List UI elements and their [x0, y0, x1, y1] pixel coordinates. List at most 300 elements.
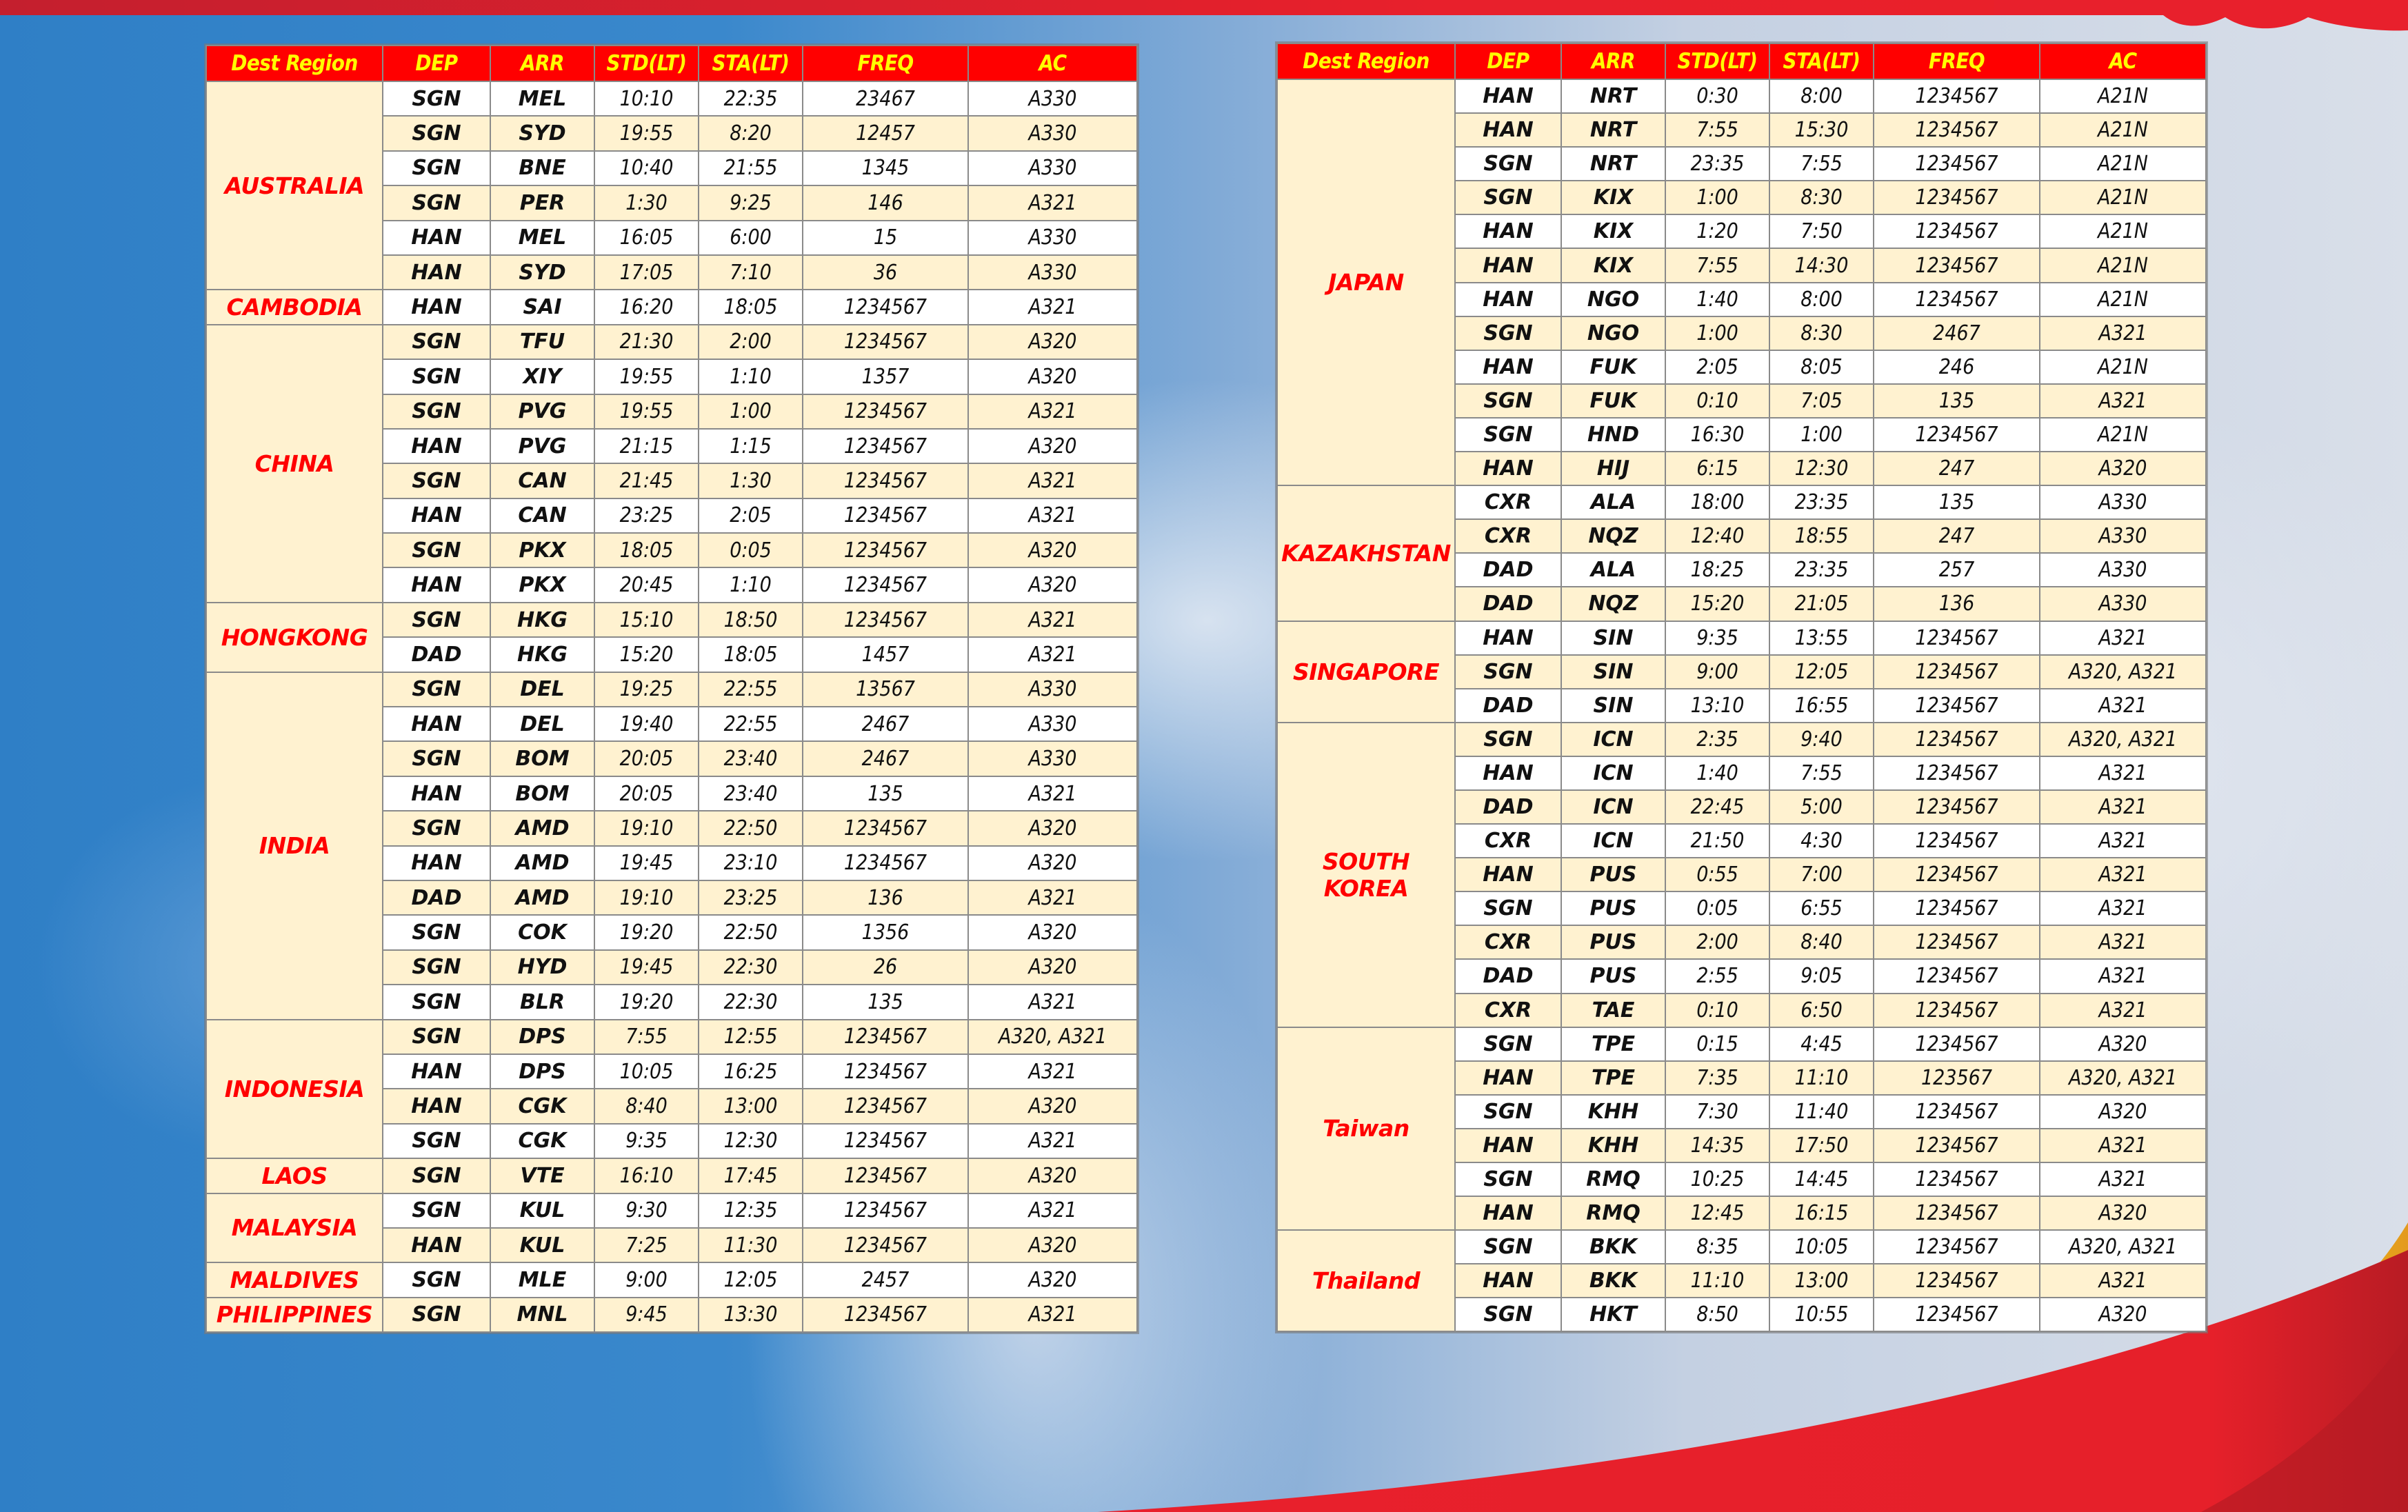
- ac-cell: A320: [2040, 1196, 2206, 1230]
- ac-cell: A330: [968, 81, 1137, 116]
- sta-cell: 9:05: [1769, 959, 1874, 993]
- arr-cell: KUL: [490, 1193, 594, 1228]
- freq-cell: 1234567: [803, 811, 968, 845]
- ac-cell: A21N: [2040, 283, 2206, 316]
- sta-cell: 14:45: [1769, 1162, 1874, 1196]
- dep-cell: SGN: [1455, 891, 1561, 925]
- freq-cell: 2467: [1874, 316, 2040, 350]
- table-row: [1277, 1027, 2206, 1061]
- region-cell: CAMBODIA: [206, 290, 383, 324]
- arr-cell: SIN: [1561, 655, 1665, 689]
- ac-cell: A321: [2040, 756, 2206, 790]
- freq-cell: 1234567: [803, 603, 968, 637]
- dep-cell: SGN: [383, 116, 490, 150]
- dep-cell: SGN: [383, 533, 490, 567]
- freq-cell: 1234567: [803, 1298, 968, 1332]
- ac-cell: A320: [968, 567, 1137, 602]
- freq-cell: 135: [1874, 485, 2040, 519]
- arr-cell: BOM: [490, 741, 594, 776]
- arr-cell: KIX: [1561, 214, 1665, 248]
- sta-cell: 18:05: [699, 290, 803, 324]
- sta-cell: 23:40: [699, 776, 803, 811]
- ac-cell: A330: [968, 707, 1137, 741]
- ac-cell: A320: [968, 1089, 1137, 1123]
- std-cell: 1:20: [1665, 214, 1769, 248]
- dep-cell: SGN: [1455, 723, 1561, 756]
- freq-cell: 1234567: [1874, 147, 2040, 181]
- arr-cell: BKK: [1561, 1264, 1665, 1298]
- dep-cell: HAN: [1455, 214, 1561, 248]
- table-row: [206, 603, 1137, 637]
- arr-cell: SIN: [1561, 621, 1665, 655]
- arr-cell: DEL: [490, 672, 594, 707]
- arr-cell: HKT: [1561, 1298, 1665, 1331]
- table-body: [206, 81, 1137, 1332]
- dep-cell: SGN: [383, 811, 490, 845]
- std-cell: 18:25: [1665, 553, 1769, 587]
- table-row: [206, 1298, 1137, 1332]
- dep-cell: HAN: [1455, 79, 1561, 113]
- ac-cell: A330: [2040, 587, 2206, 621]
- sta-cell: 8:30: [1769, 181, 1874, 214]
- freq-cell: 1234567: [803, 533, 968, 567]
- dep-cell: HAN: [383, 221, 490, 255]
- freq-cell: 1234567: [1874, 689, 2040, 723]
- arr-cell: HKG: [490, 637, 594, 672]
- std-cell: 0:55: [1665, 858, 1769, 891]
- std-cell: 20:05: [594, 741, 699, 776]
- ac-cell: A21N: [2040, 113, 2206, 147]
- std-cell: 19:40: [594, 707, 699, 741]
- dep-cell: CXR: [1455, 824, 1561, 858]
- std-cell: 0:30: [1665, 79, 1769, 113]
- ac-cell: A321: [2040, 1129, 2206, 1162]
- freq-cell: 1234567: [1874, 1230, 2040, 1264]
- sta-cell: 11:30: [699, 1228, 803, 1262]
- ac-cell: A21N: [2040, 181, 2206, 214]
- freq-cell: 1234567: [803, 1193, 968, 1228]
- dep-cell: SGN: [383, 950, 490, 985]
- ac-cell: A330: [2040, 553, 2206, 587]
- ac-cell: A321: [968, 1124, 1137, 1158]
- std-cell: 7:55: [1665, 113, 1769, 147]
- arr-cell: CAN: [490, 463, 594, 498]
- freq-cell: 12457: [803, 116, 968, 150]
- col-header-sta: STA(LT): [699, 46, 803, 81]
- freq-cell: 1234567: [1874, 1027, 2040, 1061]
- freq-cell: 1234567: [1874, 756, 2040, 790]
- arr-cell: MNL: [490, 1298, 594, 1332]
- sta-cell: 18:05: [699, 637, 803, 672]
- arr-cell: TPE: [1561, 1027, 1665, 1061]
- region-cell: LAOS: [206, 1158, 383, 1193]
- sta-cell: 23:35: [1769, 485, 1874, 519]
- sta-cell: 23:25: [699, 880, 803, 915]
- std-cell: 2:00: [1665, 925, 1769, 959]
- sta-cell: 23:35: [1769, 553, 1874, 587]
- std-cell: 19:55: [594, 394, 699, 429]
- ac-cell: A321: [968, 290, 1137, 324]
- freq-cell: 1234567: [803, 290, 968, 324]
- table-row: [1277, 79, 2206, 113]
- sta-cell: 13:00: [1769, 1264, 1874, 1298]
- dep-cell: CXR: [1455, 485, 1561, 519]
- sta-cell: 10:05: [1769, 1230, 1874, 1264]
- arr-cell: NGO: [1561, 316, 1665, 350]
- sta-cell: 1:15: [699, 429, 803, 463]
- freq-cell: 1234567: [1874, 79, 2040, 113]
- sta-cell: 21:05: [1769, 587, 1874, 621]
- sta-cell: 8:00: [1769, 79, 1874, 113]
- sta-cell: 8:05: [1769, 350, 1874, 384]
- ac-cell: A321: [968, 637, 1137, 672]
- dep-cell: HAN: [1455, 283, 1561, 316]
- arr-cell: NRT: [1561, 79, 1665, 113]
- freq-cell: 1234567: [1874, 1264, 2040, 1298]
- sta-cell: 23:40: [699, 741, 803, 776]
- arr-cell: CGK: [490, 1089, 594, 1123]
- ac-cell: A21N: [2040, 79, 2206, 113]
- table-row: [206, 325, 1137, 359]
- ac-cell: A330: [968, 255, 1137, 290]
- dep-cell: HAN: [383, 429, 490, 463]
- sta-cell: 17:45: [699, 1158, 803, 1193]
- sta-cell: 1:00: [1769, 418, 1874, 452]
- sta-cell: 7:05: [1769, 384, 1874, 418]
- std-cell: 2:55: [1665, 959, 1769, 993]
- ac-cell: A320: [968, 846, 1137, 880]
- arr-cell: BLR: [490, 985, 594, 1019]
- arr-cell: TPE: [1561, 1061, 1665, 1095]
- arr-cell: NRT: [1561, 147, 1665, 181]
- sta-cell: 8:20: [699, 116, 803, 150]
- freq-cell: 247: [1874, 452, 2040, 485]
- sta-cell: 7:55: [1769, 756, 1874, 790]
- freq-cell: 1234567: [803, 1228, 968, 1262]
- arr-cell: BKK: [1561, 1230, 1665, 1264]
- freq-cell: 1234567: [1874, 1129, 2040, 1162]
- std-cell: 21:30: [594, 325, 699, 359]
- dep-cell: HAN: [1455, 1129, 1561, 1162]
- dep-cell: SGN: [383, 463, 490, 498]
- dep-cell: SGN: [383, 394, 490, 429]
- std-cell: 12:45: [1665, 1196, 1769, 1230]
- freq-cell: 1234567: [803, 429, 968, 463]
- std-cell: 20:45: [594, 567, 699, 602]
- ac-cell: A21N: [2040, 418, 2206, 452]
- std-cell: 16:20: [594, 290, 699, 324]
- sta-cell: 12:55: [699, 1020, 803, 1054]
- dep-cell: HAN: [1455, 858, 1561, 891]
- freq-cell: 1234567: [1874, 418, 2040, 452]
- freq-cell: 123567: [1874, 1061, 2040, 1095]
- ac-cell: A321: [2040, 621, 2206, 655]
- col-header-ac: AC: [2040, 43, 2206, 79]
- std-cell: 7:25: [594, 1228, 699, 1262]
- std-cell: 21:50: [1665, 824, 1769, 858]
- std-cell: 1:00: [1665, 316, 1769, 350]
- ac-cell: A320: [968, 915, 1137, 949]
- arr-cell: DEL: [490, 707, 594, 741]
- ac-cell: A321: [968, 1193, 1137, 1228]
- arr-cell: ICN: [1561, 824, 1665, 858]
- arr-cell: COK: [490, 915, 594, 949]
- dep-cell: SGN: [1455, 1027, 1561, 1061]
- dep-cell: SGN: [1455, 1230, 1561, 1264]
- std-cell: 9:00: [1665, 655, 1769, 689]
- freq-cell: 1234567: [803, 1158, 968, 1193]
- sta-cell: 7:55: [1769, 147, 1874, 181]
- region-cell: CHINA: [206, 325, 383, 603]
- col-header-dep: DEP: [1455, 43, 1561, 79]
- freq-cell: 1234567: [803, 394, 968, 429]
- std-cell: 9:35: [1665, 621, 1769, 655]
- freq-cell: 1345: [803, 151, 968, 185]
- ac-cell: A320: [968, 950, 1137, 985]
- dep-cell: HAN: [383, 846, 490, 880]
- freq-cell: 1234567: [1874, 181, 2040, 214]
- dep-cell: SGN: [383, 1158, 490, 1193]
- col-header-freq: FREQ: [803, 46, 968, 81]
- ac-cell: A321: [2040, 925, 2206, 959]
- sta-cell: 5:00: [1769, 790, 1874, 824]
- std-cell: 22:45: [1665, 790, 1769, 824]
- std-cell: 18:05: [594, 533, 699, 567]
- arr-cell: CAN: [490, 498, 594, 533]
- table-header: [1277, 43, 2206, 79]
- dep-cell: SGN: [383, 985, 490, 1019]
- region-cell: MALAYSIA: [206, 1193, 383, 1263]
- std-cell: 1:40: [1665, 283, 1769, 316]
- arr-cell: PUS: [1561, 959, 1665, 993]
- arr-cell: AMD: [490, 811, 594, 845]
- table-row: [206, 290, 1137, 324]
- arr-cell: SYD: [490, 255, 594, 290]
- sta-cell: 9:25: [699, 185, 803, 220]
- dep-cell: HAN: [1455, 756, 1561, 790]
- sta-cell: 22:35: [699, 81, 803, 116]
- ac-cell: A321: [2040, 891, 2206, 925]
- arr-cell: KIX: [1561, 181, 1665, 214]
- std-cell: 2:05: [1665, 350, 1769, 384]
- dep-cell: HAN: [383, 1089, 490, 1123]
- arr-cell: NGO: [1561, 283, 1665, 316]
- sta-cell: 12:30: [699, 1124, 803, 1158]
- arr-cell: KUL: [490, 1228, 594, 1262]
- ac-cell: A321: [968, 498, 1137, 533]
- std-cell: 0:10: [1665, 384, 1769, 418]
- dep-cell: HAN: [383, 255, 490, 290]
- sta-cell: 7:00: [1769, 858, 1874, 891]
- arr-cell: KHH: [1561, 1129, 1665, 1162]
- arr-cell: SIN: [1561, 689, 1665, 723]
- dep-cell: DAD: [383, 637, 490, 672]
- dep-cell: DAD: [1455, 959, 1561, 993]
- freq-cell: 135: [803, 776, 968, 811]
- dep-cell: HAN: [383, 707, 490, 741]
- freq-cell: 1234567: [803, 325, 968, 359]
- table-body: [1277, 79, 2206, 1331]
- sta-cell: 13:55: [1769, 621, 1874, 655]
- arr-cell: HIJ: [1561, 452, 1665, 485]
- ac-cell: A321: [2040, 959, 2206, 993]
- freq-cell: 1234567: [1874, 248, 2040, 282]
- sta-cell: 7:50: [1769, 214, 1874, 248]
- ac-cell: A321: [968, 880, 1137, 915]
- sta-cell: 11:10: [1769, 1061, 1874, 1095]
- std-cell: 23:35: [1665, 147, 1769, 181]
- ac-cell: A330: [968, 116, 1137, 150]
- flight-schedule-table-left: [205, 45, 1138, 1333]
- table-row: [1277, 621, 2206, 655]
- arr-cell: PKX: [490, 567, 594, 602]
- freq-cell: 1356: [803, 915, 968, 949]
- region-cell: AUSTRALIA: [206, 81, 383, 290]
- std-cell: 18:00: [1665, 485, 1769, 519]
- arr-cell: TFU: [490, 325, 594, 359]
- ac-cell: A21N: [2040, 350, 2206, 384]
- arr-cell: DPS: [490, 1020, 594, 1054]
- std-cell: 16:10: [594, 1158, 699, 1193]
- table-row: [206, 672, 1137, 707]
- dep-cell: CXR: [1455, 994, 1561, 1027]
- freq-cell: 146: [803, 185, 968, 220]
- freq-cell: 1234567: [803, 498, 968, 533]
- ac-cell: A321: [2040, 994, 2206, 1027]
- std-cell: 15:10: [594, 603, 699, 637]
- region-cell: SOUTH KOREA: [1277, 723, 1455, 1027]
- table-row: [1277, 723, 2206, 756]
- sta-cell: 22:30: [699, 950, 803, 985]
- dep-cell: HAN: [1455, 621, 1561, 655]
- col-header-std: STD(LT): [1665, 43, 1769, 79]
- dep-cell: SGN: [383, 672, 490, 707]
- arr-cell: SAI: [490, 290, 594, 324]
- col-header-dest-region: Dest Region: [206, 46, 383, 81]
- sta-cell: 11:40: [1769, 1095, 1874, 1129]
- sta-cell: 12:05: [699, 1262, 803, 1297]
- dep-cell: SGN: [1455, 418, 1561, 452]
- sta-cell: 16:55: [1769, 689, 1874, 723]
- ac-cell: A320, A321: [2040, 1061, 2206, 1095]
- freq-cell: 1234567: [803, 1124, 968, 1158]
- std-cell: 9:35: [594, 1124, 699, 1158]
- std-cell: 10:25: [1665, 1162, 1769, 1196]
- std-cell: 15:20: [594, 637, 699, 672]
- col-header-dest-region: Dest Region: [1277, 43, 1455, 79]
- freq-cell: 1234567: [1874, 858, 2040, 891]
- ac-cell: A320, A321: [2040, 723, 2206, 756]
- std-cell: 19:10: [594, 811, 699, 845]
- dep-cell: SGN: [383, 151, 490, 185]
- arr-cell: DPS: [490, 1054, 594, 1089]
- dep-cell: SGN: [1455, 655, 1561, 689]
- arr-cell: BOM: [490, 776, 594, 811]
- sta-cell: 22:55: [699, 707, 803, 741]
- arr-cell: RMQ: [1561, 1196, 1665, 1230]
- freq-cell: 257: [1874, 553, 2040, 587]
- sta-cell: 8:30: [1769, 316, 1874, 350]
- ac-cell: A320: [968, 1228, 1137, 1262]
- std-cell: 0:15: [1665, 1027, 1769, 1061]
- arr-cell: FUK: [1561, 350, 1665, 384]
- sta-cell: 12:30: [1769, 452, 1874, 485]
- sta-cell: 17:50: [1769, 1129, 1874, 1162]
- sta-cell: 13:00: [699, 1089, 803, 1123]
- arr-cell: ALA: [1561, 553, 1665, 587]
- region-cell: INDIA: [206, 672, 383, 1020]
- std-cell: 19:25: [594, 672, 699, 707]
- arr-cell: ICN: [1561, 790, 1665, 824]
- arr-cell: RMQ: [1561, 1162, 1665, 1196]
- dep-cell: SGN: [383, 81, 490, 116]
- std-cell: 19:55: [594, 116, 699, 150]
- ac-cell: A321: [2040, 1264, 2206, 1298]
- std-cell: 9:45: [594, 1298, 699, 1332]
- arr-cell: FUK: [1561, 384, 1665, 418]
- std-cell: 10:40: [594, 151, 699, 185]
- dep-cell: SGN: [1455, 147, 1561, 181]
- ac-cell: A330: [968, 221, 1137, 255]
- freq-cell: 1234567: [1874, 723, 2040, 756]
- dep-cell: HAN: [1455, 1264, 1561, 1298]
- ac-cell: A321: [2040, 1162, 2206, 1196]
- arr-cell: ICN: [1561, 723, 1665, 756]
- std-cell: 21:15: [594, 429, 699, 463]
- ac-cell: A321: [968, 394, 1137, 429]
- freq-cell: 1234567: [803, 1089, 968, 1123]
- dep-cell: SGN: [383, 741, 490, 776]
- freq-cell: 1234567: [1874, 113, 2040, 147]
- freq-cell: 2467: [803, 741, 968, 776]
- std-cell: 11:10: [1665, 1264, 1769, 1298]
- freq-cell: 2457: [803, 1262, 968, 1297]
- arr-cell: MEL: [490, 221, 594, 255]
- col-header-freq: FREQ: [1874, 43, 2040, 79]
- arr-cell: NQZ: [1561, 519, 1665, 553]
- arr-cell: SYD: [490, 116, 594, 150]
- region-cell: PHILIPPINES: [206, 1298, 383, 1332]
- freq-cell: 1234567: [1874, 824, 2040, 858]
- sta-cell: 16:25: [699, 1054, 803, 1089]
- freq-cell: 246: [1874, 350, 2040, 384]
- dep-cell: SGN: [383, 1298, 490, 1332]
- freq-cell: 1234567: [1874, 1196, 2040, 1230]
- sta-cell: 16:15: [1769, 1196, 1874, 1230]
- table-row: [1277, 485, 2206, 519]
- dep-cell: SGN: [383, 359, 490, 394]
- arr-cell: AMD: [490, 880, 594, 915]
- col-header-sta: STA(LT): [1769, 43, 1874, 79]
- freq-cell: 1234567: [1874, 959, 2040, 993]
- dep-cell: SGN: [1455, 1162, 1561, 1196]
- sta-cell: 18:55: [1769, 519, 1874, 553]
- freq-cell: 247: [1874, 519, 2040, 553]
- ac-cell: A330: [2040, 485, 2206, 519]
- std-cell: 20:05: [594, 776, 699, 811]
- arr-cell: ALA: [1561, 485, 1665, 519]
- std-cell: 19:45: [594, 846, 699, 880]
- sta-cell: 2:00: [699, 325, 803, 359]
- flight-schedule-table-right: [1276, 43, 2207, 1332]
- dep-cell: DAD: [1455, 689, 1561, 723]
- ac-cell: A321: [968, 1054, 1137, 1089]
- arr-cell: TAE: [1561, 994, 1665, 1027]
- arr-cell: PKX: [490, 533, 594, 567]
- freq-cell: 13567: [803, 672, 968, 707]
- region-cell: SINGAPORE: [1277, 621, 1455, 723]
- dep-cell: SGN: [1455, 1298, 1561, 1331]
